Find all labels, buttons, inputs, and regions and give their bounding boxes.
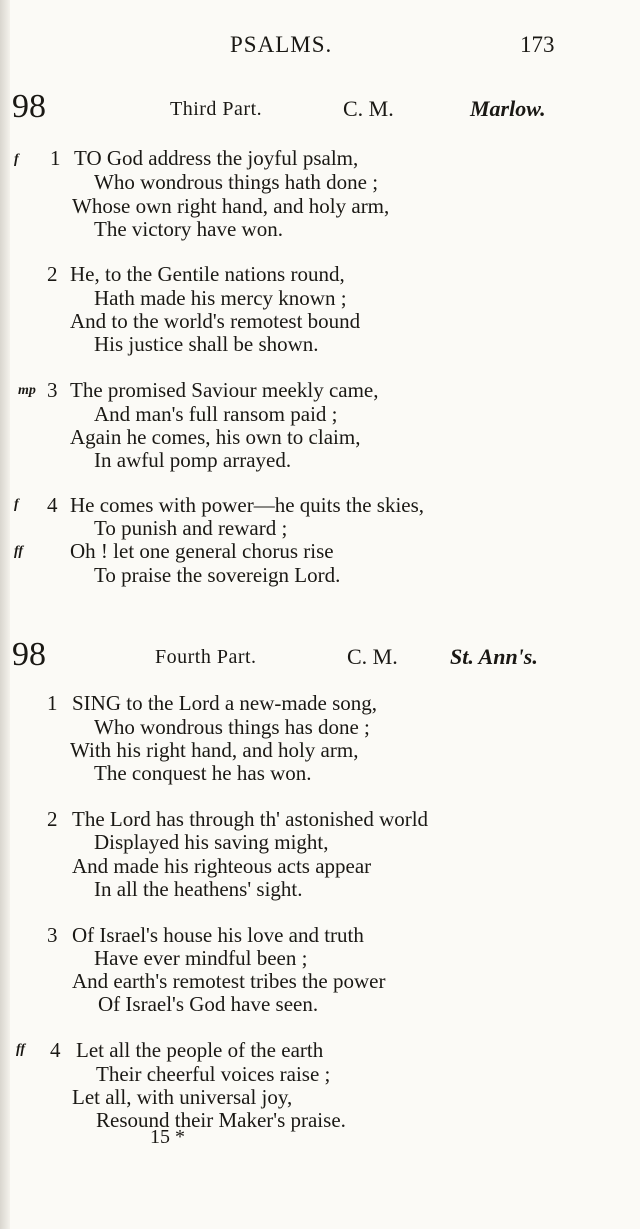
page-number: 173 [520,32,555,57]
hymn-part: Fourth Part. [155,646,257,668]
verse-line: SING to the Lord a new-made song, [72,691,378,715]
verse-line: The promised Saviour meekly came, [70,378,379,402]
verse-line: Let all, with universal joy, [72,1085,293,1109]
hymn-number: 98 [12,636,46,673]
hymn-meter: C. M. [347,644,398,669]
dynamic-mark: mp [18,383,36,398]
verse-line: The conquest he has won. [94,761,312,785]
verse-number: 4 [47,493,58,517]
hymn-tune: Marlow. [470,96,546,121]
verse-line: He comes with power—he quits the skies, [70,493,425,517]
verse-number: 1 [47,691,58,715]
verse-line: With his right hand, and holy arm, [70,738,359,762]
running-head: PSALMS. [230,32,333,57]
verse-line: He, to the Gentile nations round, [70,262,345,286]
dynamic-mark: f [14,152,19,167]
verse-line: In awful pomp arrayed. [94,448,292,472]
verse-line: Who wondrous things has done ; [94,715,370,739]
verse-line: Oh ! let one general chorus rise [70,539,334,563]
verse-line: The Lord has through th' astonished world [72,807,429,831]
hymn-number: 98 [12,88,46,125]
verse-number: 3 [47,923,58,947]
verse-line: Resound their Maker's praise. [96,1108,346,1132]
verse-line: And to the world's remotest bound [70,309,361,333]
verse-line: Have ever mindful been ; [94,946,308,970]
signature-mark: 15 * [150,1126,185,1148]
dynamic-mark: f [14,497,19,512]
dynamic-mark: ff [16,1042,26,1057]
verse-line: Again he comes, his own to claim, [70,425,361,449]
page-gutter [0,0,10,1229]
verse-number: 3 [47,378,58,402]
verse-number: 4 [50,1038,61,1062]
verse-line: Let all the people of the earth [76,1038,324,1062]
verse-line: Of Israel's God have seen. [98,992,319,1016]
verse-line: Hath made his mercy known ; [94,286,347,310]
verse-number: 1 [50,146,61,170]
verse-line: The victory have won. [94,217,283,241]
verse-number: 2 [47,807,58,831]
hymn-part: Third Part. [170,98,263,120]
dynamic-mark: ff [14,544,24,559]
verse-line: And man's full ransom paid ; [94,402,338,426]
hymn-tune: St. Ann's. [450,644,538,669]
verse-line: Of Israel's house his love and truth [72,923,364,947]
verse-line: To punish and reward ; [94,516,288,540]
verse-line: His justice shall be shown. [94,332,319,356]
verse-line: In all the heathens' sight. [94,877,303,901]
verse-line: Whose own right hand, and holy arm, [72,194,390,218]
verse-line: To praise the sovereign Lord. [94,563,341,587]
verse-line: And made his righteous acts appear [72,854,372,878]
verse-line: And earth's remotest tribes the power [72,969,386,993]
verse-line: TO God address the joyful psalm, [74,146,359,170]
verse-line: Who wondrous things hath done ; [94,170,379,194]
verse-line: Their cheerful voices raise ; [96,1062,331,1086]
verse-line: Displayed his saving might, [94,830,329,854]
verse-number: 2 [47,262,58,286]
hymn-meter: C. M. [343,96,394,121]
